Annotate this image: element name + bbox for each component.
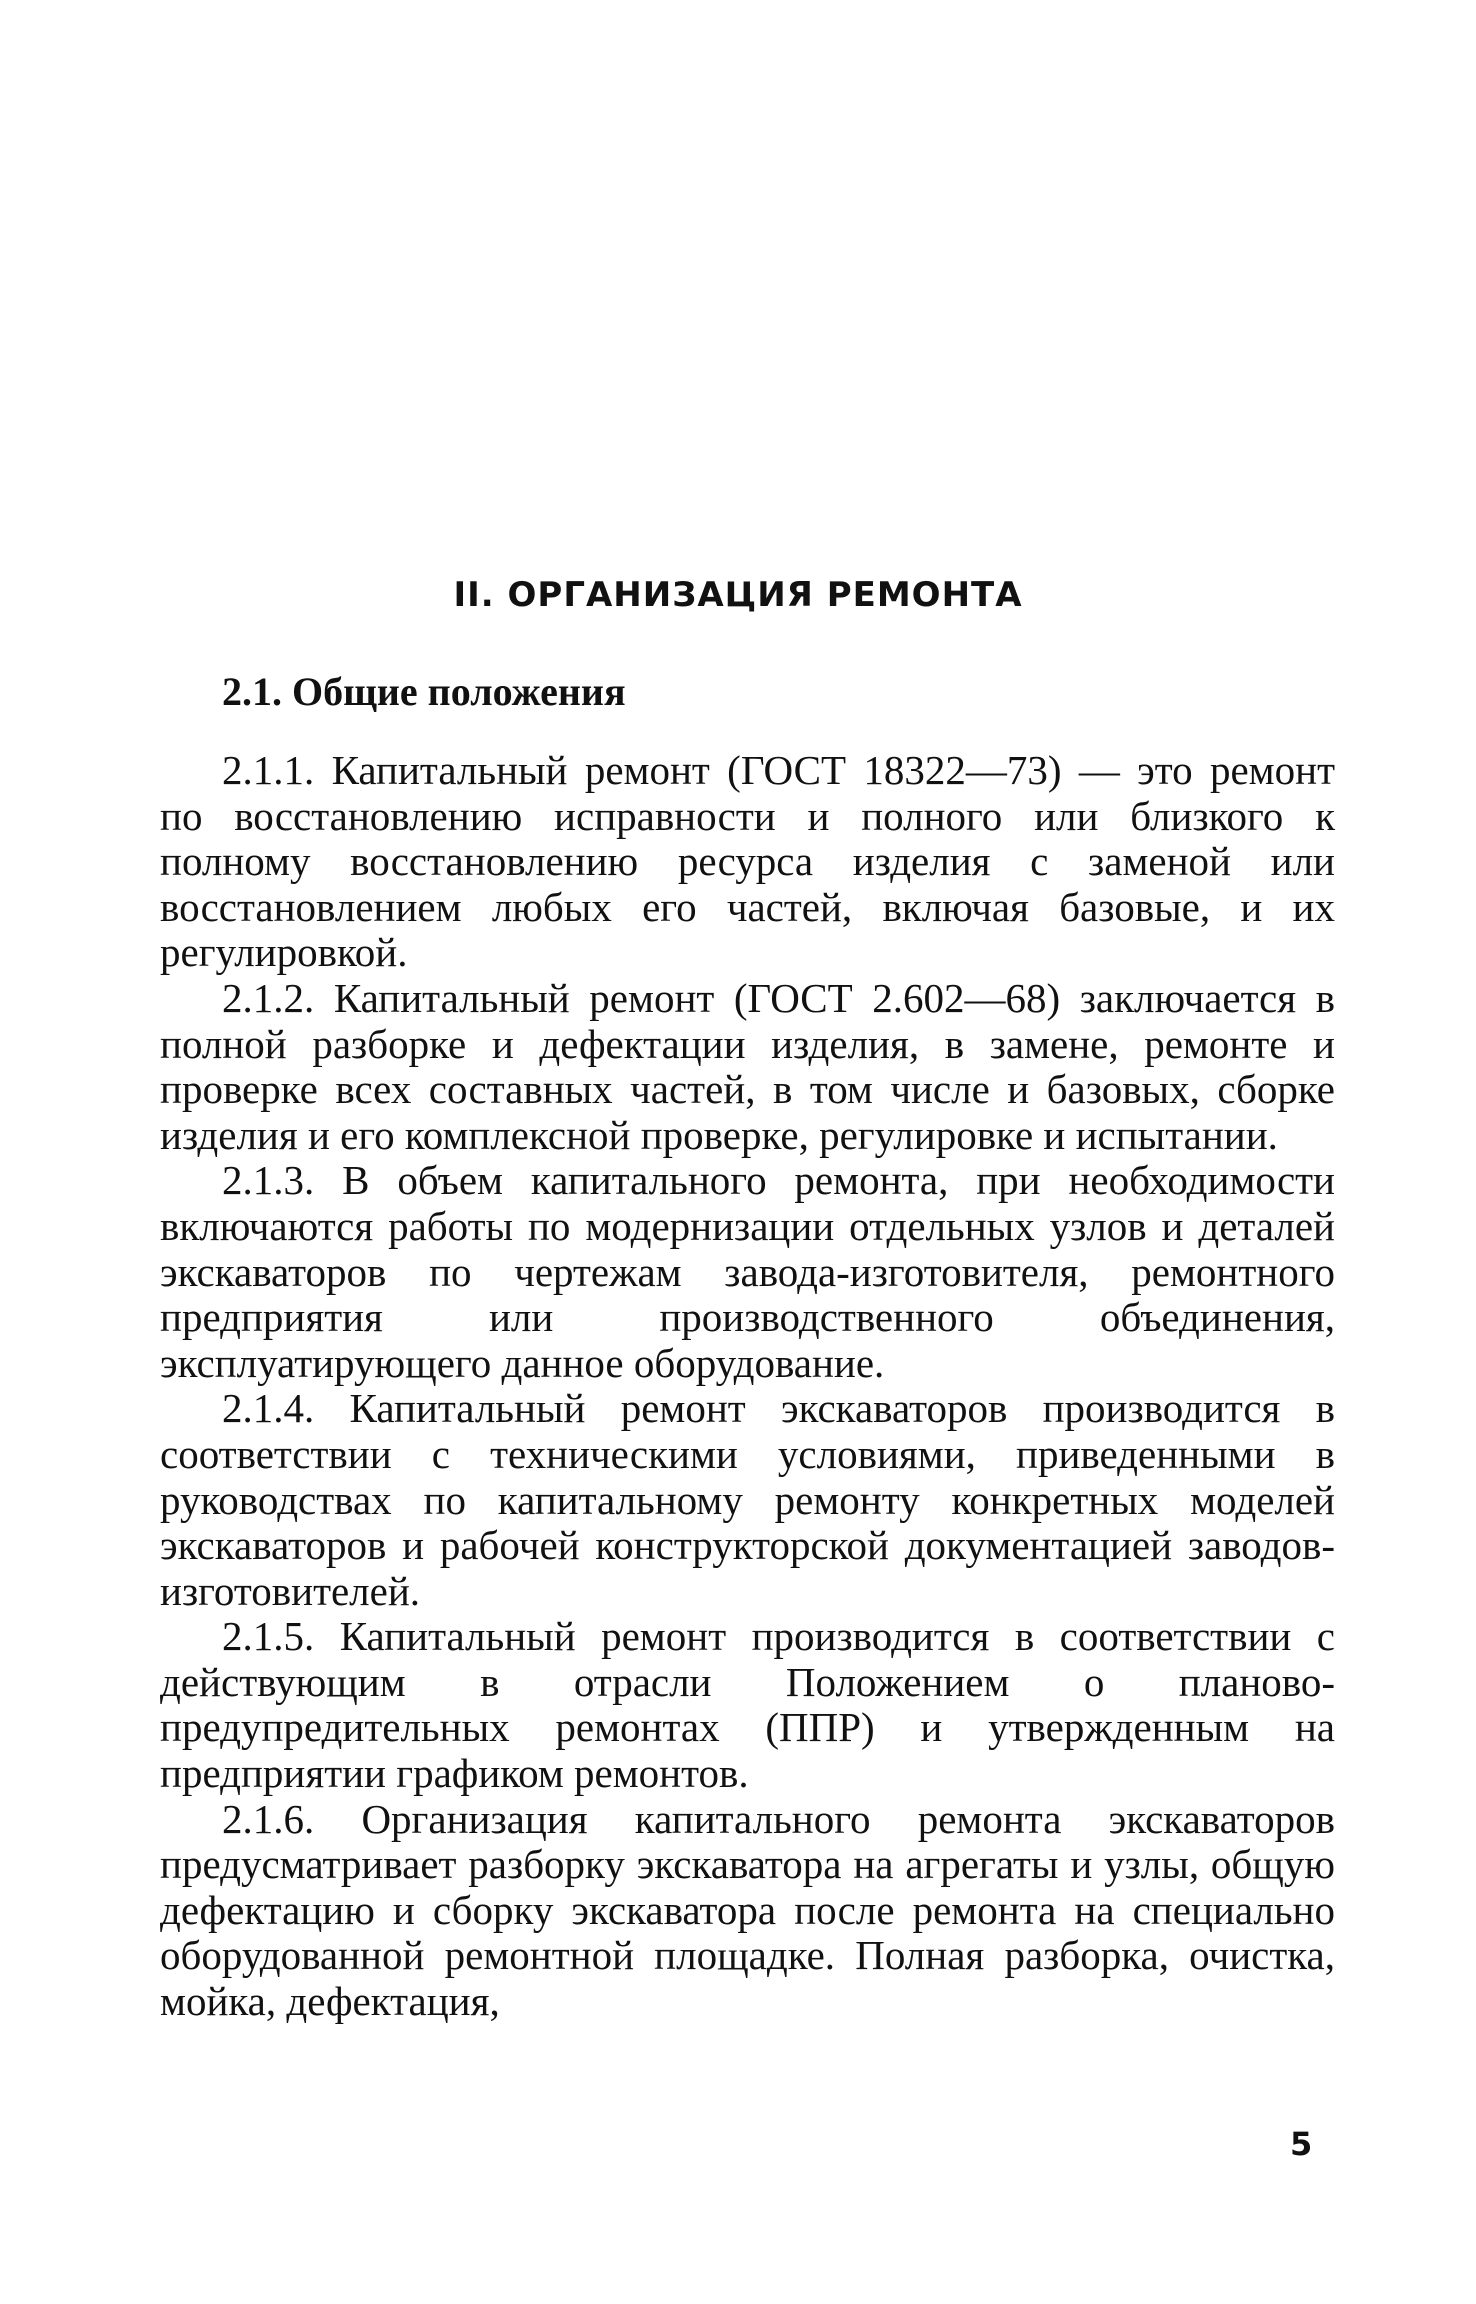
page-number: 5 — [1290, 2125, 1313, 2163]
body-text — [160, 748, 1335, 2025]
paragraph-2-1-2: 2.1.2. Капитальный ремонт (ГОСТ 2.602—68) заключается в полной разборке и дефектации изделия, в замене, ремонте и проверке всех составных частей, в том числе и базовых, сборке изделия и его комплексной проверке, регулировке и испытании. — [160, 974, 1335, 1158]
section-title: II. ОРГАНИЗАЦИЯ РЕМОНТА — [453, 575, 1023, 615]
paragraph-2-1-1: 2.1.1. Капитальный ремонт (ГОСТ 18322—73) — это ремонт по восстановлению исправности и полного или близкого к полному восстановлению ресурса изделия с заменой или восстановлением любых его частей, включая базовые, и их регулировкой. — [160, 747, 1335, 976]
paragraph-2-1-5: 2.1.5. Капитальный ремонт производится в соответствии с действующим в отрасли Положением о планово-предупредительных ремонтах (ППР) и утвержденным на предприятии графиком ремонтов. — [160, 1613, 1335, 1797]
paragraph-2-1-3: 2.1.3. В объем капитального ремонта, при необходимости включаются работы по модернизации отдельных узлов и деталей экскаваторов по чертежам завода-изготовителя, ремонтного предприятия или производственного объединения, эксплуатирующего данное оборудование. — [160, 1157, 1335, 1386]
paragraph-2-1-6: 2.1.6. Организация капитального ремонта экскаваторов предусматривает разборку экскаватора на агрегаты и узлы, общую дефектацию и сборку экскаватора после ремонта на специально оборудованной ремонтной площадке. Полная разборка, очистка, мойка, дефектация, — [160, 1795, 1335, 2025]
paragraph-2-1-4: 2.1.4. Капитальный ремонт экскаваторов производится в соответствии с техническими условиями, приведенными в руководствах по капитальному ремонту конкретных моделей экскаваторов и рабочей конструкторской документацией заводов-изготовителей. — [160, 1385, 1335, 1614]
subsection-title: 2.1. Общие положения — [222, 669, 626, 714]
